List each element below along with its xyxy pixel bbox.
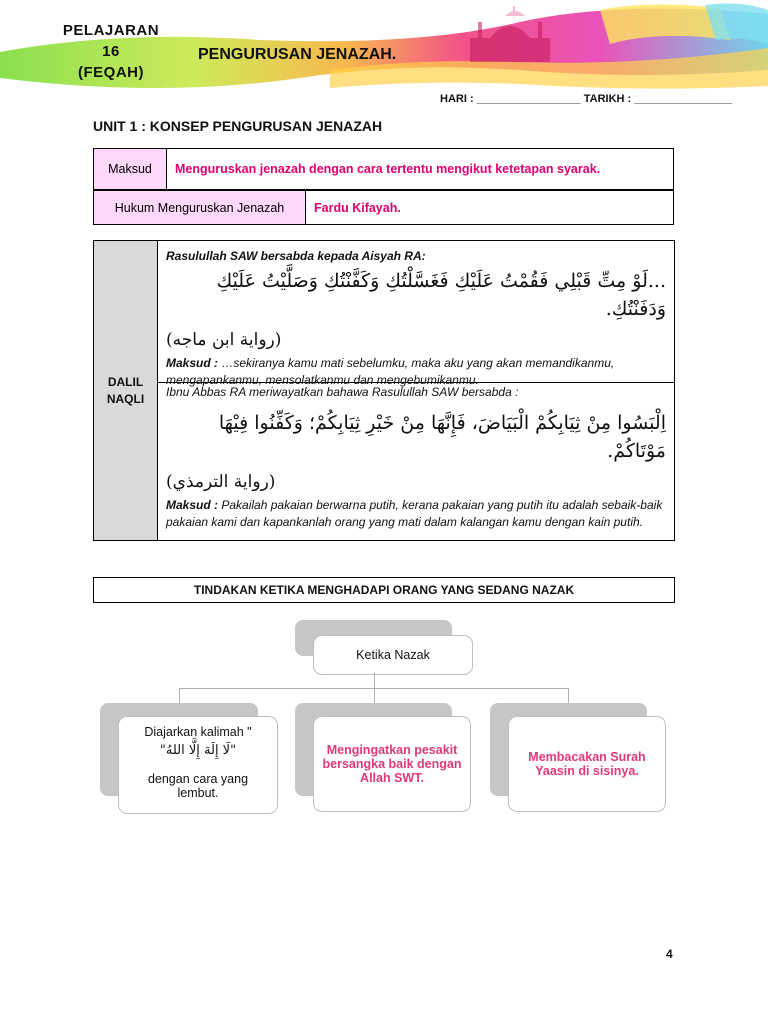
hadith1-meaning-text: …sekiranya kamu mati sebelumku, maka aku yang akan memandikanmu, mengapankanmu, mensolatkanmu dan mengebumikanmu. bbox=[166, 356, 615, 387]
ruling-table bbox=[93, 190, 674, 225]
ruling-value: Fardu Kifayah. bbox=[306, 191, 674, 225]
dalil-label-line1: DALIL bbox=[107, 374, 144, 389]
hadith2-meaning bbox=[166, 497, 666, 531]
definition-label: Maksud bbox=[94, 149, 167, 190]
definition-value: Menguruskan jenazah dengan cara tertentu mengikut ketetapan syarak. bbox=[167, 149, 674, 190]
child3-text: Membacakan Surah Yaasin di sisinya. bbox=[528, 750, 646, 778]
dalil-label-line2: NAQLI bbox=[106, 391, 145, 406]
hadith2-intro: Ibnu Abbas RA meriwayatkan bahawa Rasulullah SAW bersabda : bbox=[166, 385, 519, 399]
child-card-3 bbox=[508, 716, 666, 812]
tindakan-title: TINDAKAN KETIKA MENGHADAPI ORANG YANG SEDANG NAZAK bbox=[93, 577, 675, 603]
lesson-label bbox=[56, 20, 166, 83]
hadith2-meaning-text: Pakailah pakaian berwarna putih, kerana pakaian yang putih itu adalah sebaik-baik pakaian kami dan kapankanlah orang yang mati dalam kalangan kamu dengan kain putih. bbox=[166, 498, 663, 529]
hadith1-arabic: ...لَوْ مِتِّ قَبْلِي فَقُمْتُ عَلَيْكِ فَغَسَّلْتُكِ وَكَفَّنْتُكِ وَصَلَّيْتُ عَلَيْكِ وَدَفَنْتُكِ. bbox=[216, 270, 666, 320]
child-card-2 bbox=[313, 716, 471, 812]
dalil-naqli-box bbox=[93, 240, 675, 541]
lesson-line1: PELAJARAN bbox=[62, 22, 160, 39]
hadith1-intro: Rasulullah SAW bersabda kepada Aisyah RA: bbox=[166, 249, 426, 263]
lesson-subject: (FEQAH) bbox=[78, 64, 144, 81]
child1-line2: dengan cara yang lembut. bbox=[147, 772, 249, 800]
table-row bbox=[94, 149, 674, 190]
hadith1-reference: (رواية ابن ماجه) bbox=[166, 330, 282, 350]
connector-line bbox=[568, 688, 569, 704]
child1-line1: Diajarkan kalimah " bbox=[144, 725, 252, 739]
hadith2-reference: (رواية الترمذي) bbox=[166, 472, 276, 492]
topic-title: PENGURUSAN JENAZAH. bbox=[198, 46, 397, 63]
page-number: 4 bbox=[666, 947, 673, 961]
definition-table bbox=[93, 148, 674, 190]
table-row bbox=[94, 191, 674, 225]
hadith2-meaning-label: Maksud : bbox=[166, 498, 219, 512]
hadith1-meaning-label: Maksud : bbox=[166, 356, 219, 370]
hadith-section-1 bbox=[158, 241, 674, 387]
child1-arabic: "لَا إِلَهَ إِلَّا اللهُ" bbox=[159, 743, 237, 758]
connector-line bbox=[374, 673, 375, 689]
connector-line bbox=[374, 688, 375, 704]
root-card: Ketika Nazak bbox=[313, 635, 473, 675]
ruling-label: Hukum Menguruskan Jenazah bbox=[94, 191, 306, 225]
connector-line bbox=[179, 688, 180, 704]
unit-title: UNIT 1 : KONSEP PENGURUSAN JENAZAH bbox=[93, 118, 383, 134]
hadith-section-2 bbox=[158, 383, 674, 540]
date-line: HARI : _________________ TARIKH : ________________ bbox=[440, 93, 733, 105]
hadith2-arabic: اِلْبَسُوا مِنْ ثِيَابِكُمْ الْبَيَاضَ، فَإِنَّهَا مِنْ خَيْرِ ثِيَابِكُمْ؛ وَكَفِّنُوا فِيْهَا مَوْتَاكُمْ. bbox=[218, 412, 666, 462]
dalil-naqli-label bbox=[94, 241, 158, 540]
child2-text: Mengingatkan pesakit bersangka baik dengan Allah SWT. bbox=[322, 743, 462, 785]
lesson-number: 16 bbox=[102, 43, 120, 60]
child-card-1 bbox=[118, 716, 278, 814]
